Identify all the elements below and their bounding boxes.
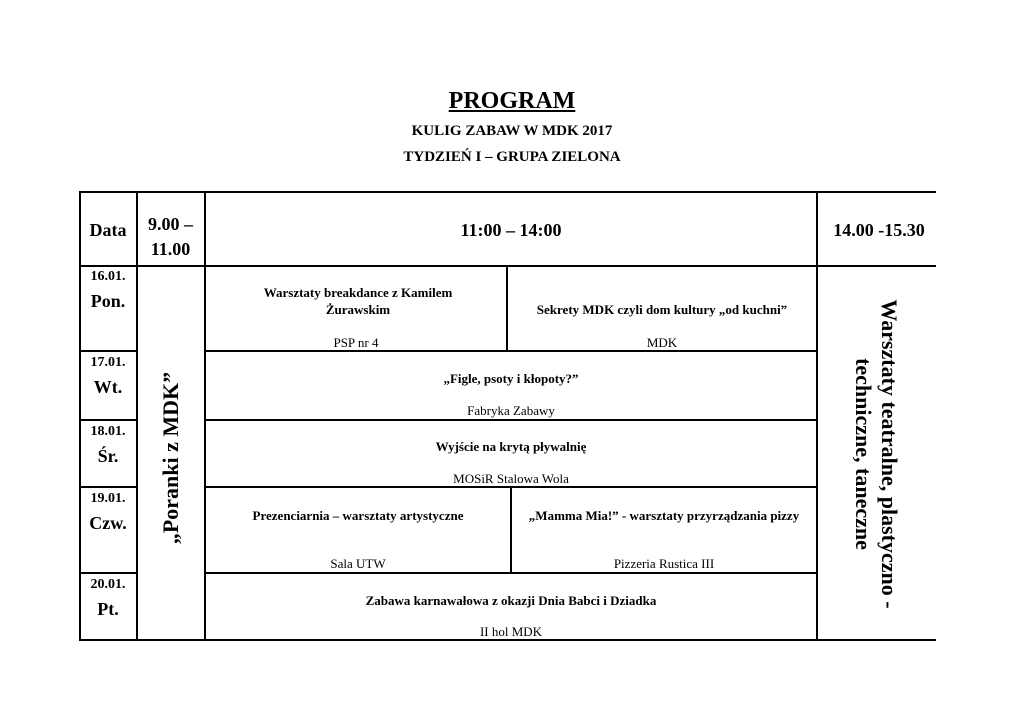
row-day: Czw. [89, 513, 127, 533]
row-divider [79, 419, 137, 421]
row-day: Wt. [93, 377, 123, 397]
header-date: Data [89, 220, 127, 240]
header-afternoon-time: 14.00 -15.30 [833, 220, 925, 240]
header-midday-time: 11:00 – 14:00 [460, 220, 562, 240]
morning-block-label: „Poranki z MDK” [158, 371, 183, 545]
column-divider [816, 191, 818, 641]
header-morning-time: 9.00 – [148, 214, 193, 234]
row-day: Pt. [97, 599, 119, 619]
row-divider [204, 419, 817, 421]
activity-title: Sekrety MDK czyli dom kultury „od kuchni” [536, 302, 788, 317]
row-date: 18.01. [90, 424, 126, 439]
activity-title: Zabawa karnawałowa z okazji Dnia Babci i Dziadka [365, 593, 657, 608]
activity-place: MOSiR Stalowa Wola [453, 471, 569, 486]
activity-place: Sala UTW [330, 556, 386, 571]
activity-title: Warsztaty breakdance z Kamilem Żurawskim [263, 285, 453, 317]
activity-place: II hol MDK [479, 624, 543, 639]
row-divider [79, 572, 137, 574]
page-subtitle-event: KULIG ZABAW W MDK 2017 [411, 123, 613, 139]
row-day: Śr. [97, 446, 119, 466]
row-date: 20.01. [90, 577, 126, 592]
row-divider [79, 350, 137, 352]
activity-place: Fabryka Zabawy [467, 403, 555, 418]
row-date: 16.01. [90, 269, 126, 284]
header-morning-time-end: 11.00 [150, 239, 191, 259]
activity-title: „Mamma Mia!” - warsztaty przyrządzania pizzy [528, 508, 800, 523]
page-subtitle-group: TYDZIEŃ I – GRUPA ZIELONA [403, 149, 621, 165]
page-title: PROGRAM [448, 88, 576, 114]
activity-title: Wyjście na krytą pływalnię [435, 439, 587, 454]
row-day: Pon. [90, 291, 126, 311]
activity-title: „Figle, psoty i kłopoty?” [443, 371, 579, 386]
activity-title: Prezenciarnia – warsztaty artystyczne [252, 508, 464, 523]
table-border-top [79, 191, 936, 193]
activity-place: MDK [646, 335, 678, 350]
activity-place: PSP nr 4 [333, 335, 379, 350]
row-date: 17.01. [90, 355, 126, 370]
afternoon-block-label: Warsztaty teatralne, plastyczno - techniczne, taneczne [851, 299, 902, 609]
activity-place: Pizzeria Rustica III [613, 556, 715, 571]
row-divider [79, 486, 137, 488]
table-border-left [79, 191, 81, 641]
row-date: 19.01. [90, 491, 126, 506]
